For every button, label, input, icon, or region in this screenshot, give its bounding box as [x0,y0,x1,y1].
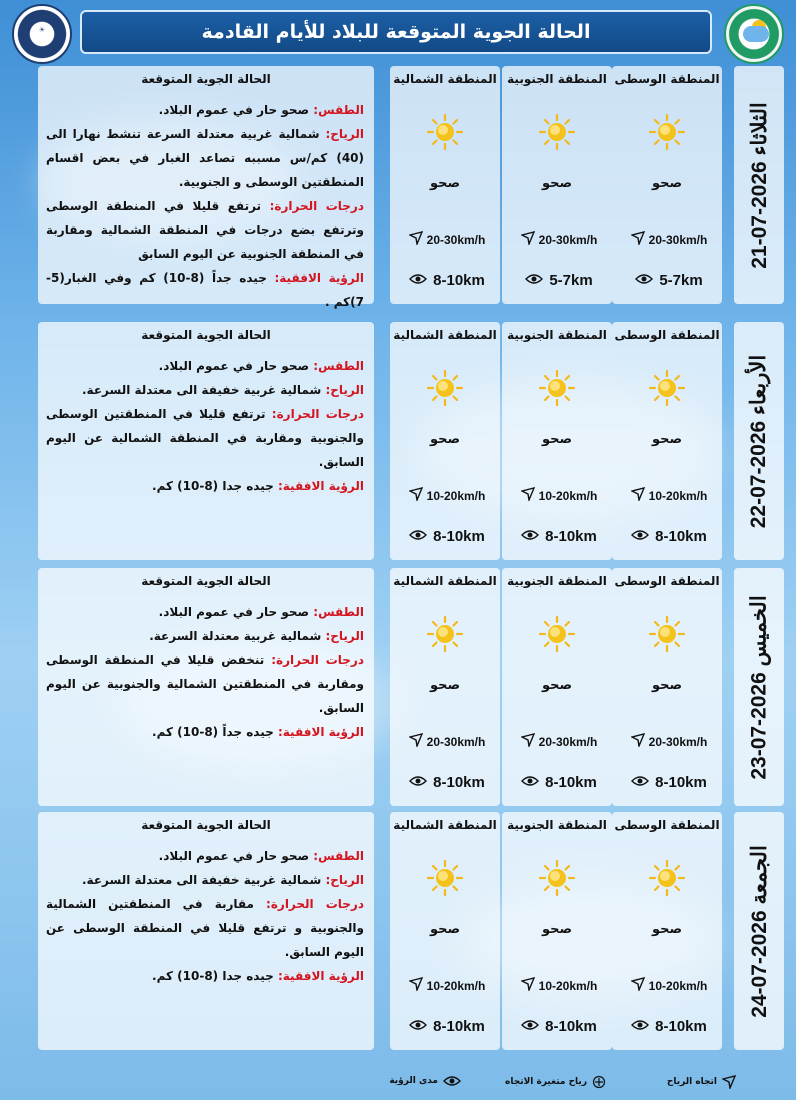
visibility-value: 8-10km [433,272,485,289]
visibility-value: 8-10km [433,1018,485,1035]
temps-value: مقاربة في المنطقتين الشمالية والجنوبية و ترتفع قليلا في المنطقة الوسطى عن اليوم السابق. [46,897,364,959]
wind-arrow-icon [722,1075,736,1089]
weather-label: الطقس: [313,359,364,373]
region-card-central [612,322,722,560]
condition-text: صحو [429,922,461,937]
page-title: الحالة الجوية المتوقعة للبلاد للأيام القادمة [80,10,712,54]
visibility-text-value: جيده جداً (8-10) كم. [152,725,274,739]
forecast-panel-title: الحالة الجوية المتوقعة [141,72,271,86]
visibility-line [46,474,364,498]
legend-visibility [389,1075,461,1087]
legend-wind-direction [667,1075,736,1089]
weather-logo [724,4,784,64]
sun-icon [649,860,685,896]
condition-text: صحو [429,176,461,191]
wind-speed [396,733,498,750]
region-name: المنطقة الجنوبية [507,72,607,86]
weather-value: صحو حار في عموم البلاد. [158,849,310,863]
sun-icon [427,114,463,150]
weather-value: صحو حار في عموم البلاد. [158,359,310,373]
region-card-north [390,322,500,560]
visibility-line [46,266,364,314]
visibility-range [618,272,720,289]
visibility-range [508,272,610,289]
condition-text: صحو [429,678,461,693]
day-forecast-block [12,812,784,1050]
visibility-text-value: جيده جدا (8-10) كم. [152,479,274,493]
visibility-range [396,272,498,289]
temps-label: درجات الحرارة: [271,407,365,421]
visibility-value: 8-10km [545,774,597,791]
forecast-panel-title: الحالة الجوية المتوقعة [141,818,271,832]
legend-wind-direction-label: اتجاه الرياح [666,1077,717,1087]
visibility-value: 8-10km [545,1018,597,1035]
visibility-value: 8-10km [433,774,485,791]
temps-line [46,892,364,964]
visibility-text-value: جيده جدا (8-10) كم. [152,969,274,983]
condition-text: صحو [651,678,683,693]
visibility-line [46,964,364,988]
winds-line [46,868,364,892]
visibility-range [618,528,720,545]
condition-text: صحو [651,432,683,447]
weather-line [46,844,364,868]
region-name: المنطقة الوسطى [614,328,720,342]
forecast-panel-title: الحالة الجوية المتوقعة [141,328,271,342]
forecast-text-panel [38,66,374,309]
eye-icon [525,272,543,289]
region-name: المنطقة الجنوبية [507,818,607,832]
sun-icon [649,616,685,652]
wind-arrow-icon [521,977,535,994]
region-card-central [612,812,722,1050]
region-card-central [612,66,722,304]
legend-visibility-label: مدى الرؤية [389,1076,438,1086]
temps-label: درجات الحرارة: [271,653,365,667]
eye-icon [443,1075,461,1087]
wind-speed-value: 20-30km/h [426,734,486,749]
wind-speed-value: 20-30km/h [648,232,708,247]
visibility-range [618,1018,720,1035]
sun-icon [427,616,463,652]
wind-arrow-icon [631,733,645,750]
sun-icon [427,860,463,896]
region-name: المنطقة الجنوبية [507,328,607,342]
sun-icon [539,860,575,896]
wind-arrow-icon [521,733,535,750]
visibility-line [46,720,364,744]
temps-line [46,648,364,720]
legend-variable-wind [505,1075,606,1089]
condition-text: صحو [429,432,461,447]
weather-line [46,600,364,624]
day-forecast-block [12,66,784,309]
condition-text: صحو [541,922,573,937]
winds-label: الرياح: [325,383,364,397]
wind-arrow-icon [521,231,535,248]
day-date-text: الخميس 2026-07-23 [747,594,771,780]
temps-label: درجات الحرارة: [269,199,365,213]
visibility-range [396,528,498,545]
region-name: المنطقة الجنوبية [507,574,607,588]
forecast-text-panel [38,322,374,560]
day-date-label [734,322,784,560]
temps-value: تنخفض قليلا في المنطقة الوسطى ومقاربة في المنطقتين الشمالية والجنوبية عن اليوم السابق. [46,653,364,715]
wind-speed-value: 20-30km/h [648,734,708,749]
visibility-text-value: جيده جداً (8-10) كم وفي الغبار(5-7)كم . [46,271,364,309]
day-forecast-block [12,322,784,560]
region-card-central [612,568,722,806]
eye-icon [521,1018,539,1035]
weather-label: الطقس: [313,849,364,863]
day-date-text: الثلاثاء 2026-07-21 [747,101,771,269]
legend-variable-wind-label: رياح متغيرة الاتجاه [505,1077,587,1087]
visibility-value: 5-7km [659,272,703,289]
wind-speed-value: 20-30km/h [538,232,598,247]
visibility-range [618,774,720,791]
legend [0,1071,796,1095]
day-date-label [734,66,784,304]
sun-icon [539,616,575,652]
sun-icon [539,114,575,150]
eye-icon [521,774,539,791]
region-card-north [390,568,500,806]
winds-value: شمالية غربية خفيفة الى معتدلة السرعة. [81,383,322,397]
forecast-text-panel [38,568,374,806]
region-card-south [502,66,612,304]
region-name: المنطقة الوسطى [614,818,720,832]
eye-icon [631,1018,649,1035]
region-card-south [502,812,612,1050]
condition-text: صحو [651,922,683,937]
weather-line [46,354,364,378]
visibility-value: 8-10km [655,528,707,545]
visibility-label: الرؤية الافقية: [274,271,364,285]
eye-icon [631,774,649,791]
wind-speed [618,733,720,750]
wind-speed-value: 10-20km/h [538,488,598,503]
wind-speed [508,977,610,994]
wind-speed [618,977,720,994]
visibility-label: الرؤية الافقية: [277,725,364,739]
visibility-range [396,774,498,791]
condition-text: صحو [541,176,573,191]
day-forecast-block [12,568,784,806]
day-date-label [734,568,784,806]
winds-label: الرياح: [325,127,364,141]
forecast-text-panel [38,812,374,1050]
visibility-value: 8-10km [433,528,485,545]
visibility-value: 8-10km [545,528,597,545]
weather-line [46,98,364,122]
region-name: المنطقة الوسطى [614,72,720,86]
wind-speed [618,231,720,248]
winds-line [46,624,364,648]
eye-icon [409,1018,427,1035]
region-name: المنطقة الشمالية [393,818,497,832]
region-name: المنطقة الشمالية [393,72,497,86]
sun-icon [649,114,685,150]
visibility-value: 5-7km [549,272,593,289]
sun-icon [539,370,575,406]
condition-text: صحو [651,176,683,191]
condition-text: صحو [541,432,573,447]
winds-label: الرياح: [325,873,364,887]
eye-icon [631,528,649,545]
winds-value: شمالية غربية معتدلة السرعة. [149,629,322,643]
visibility-label: الرؤية الافقية: [277,479,364,493]
temps-line [46,194,364,266]
wind-speed [396,977,498,994]
wind-speed-value: 10-20km/h [648,978,708,993]
region-name: المنطقة الوسطى [614,574,720,588]
wind-arrow-icon [409,977,423,994]
eye-icon [409,774,427,791]
wind-speed [508,231,610,248]
sun-icon [649,370,685,406]
region-card-north [390,66,500,304]
wind-speed-value: 10-20km/h [538,978,598,993]
wind-speed [618,487,720,504]
region-card-north [390,812,500,1050]
winds-line [46,378,364,402]
wind-arrow-icon [409,733,423,750]
wind-arrow-icon [631,487,645,504]
wind-speed [396,487,498,504]
wind-speed-value: 20-30km/h [538,734,598,749]
weather-value: صحو حار في عموم البلاد. [158,103,310,117]
region-name: المنطقة الشمالية [393,574,497,588]
visibility-label: الرؤية الافقية: [277,969,364,983]
visibility-range [508,528,610,545]
wind-speed [508,487,610,504]
wind-speed-value: 20-30km/h [426,232,486,247]
winds-value: شمالية غربية خفيفة الى معتدلة السرعة. [81,873,322,887]
weather-value: صحو حار في عموم البلاد. [158,605,310,619]
wind-speed [508,733,610,750]
visibility-range [508,774,610,791]
region-name: المنطقة الشمالية [393,328,497,342]
wind-speed-value: 10-20km/h [426,978,486,993]
wind-speed [396,231,498,248]
sun-icon [427,370,463,406]
temps-line [46,402,364,474]
weather-label: الطقس: [313,103,364,117]
day-date-label [734,812,784,1050]
variable-wind-icon [592,1075,606,1089]
weather-label: الطقس: [313,605,364,619]
wind-speed-value: 10-20km/h [426,488,486,503]
visibility-range [396,1018,498,1035]
forecast-panel-title: الحالة الجوية المتوقعة [141,574,271,588]
wind-arrow-icon [409,231,423,248]
temps-value: ترتفع قليلا في المنطقتين الوسطى والجنوبية ومقاربة في المنطقة الشمالية عن اليوم السابق. [46,407,364,469]
region-card-south [502,568,612,806]
visibility-value: 8-10km [655,774,707,791]
wind-arrow-icon [521,487,535,504]
day-date-text: الأربعاء 2026-07-22 [747,354,771,528]
condition-text: صحو [541,678,573,693]
region-card-south [502,322,612,560]
wind-arrow-icon [631,231,645,248]
eye-icon [521,528,539,545]
eye-icon [409,528,427,545]
eye-icon [635,272,653,289]
day-date-text: الجمعة 2026-07-24 [747,844,771,1018]
visibility-value: 8-10km [655,1018,707,1035]
temps-value: ترتفع قليلا في المنطقة الوسطى وترتفع بضع درجات في المنطقة الشمالية ومقاربة في المنطقة الجنوبية عن اليوم السابق [46,199,364,261]
temps-label: درجات الحرارة: [266,897,364,911]
winds-line [46,122,364,194]
wind-speed-value: 10-20km/h [648,488,708,503]
eye-icon [409,272,427,289]
winds-value: شمالية غربية معتدلة السرعة تنشط نهارا الى (40) كم/س مسببه تصاعد الغبار في بعض اقسام المنطقتين الوسطى و الجنوبية. [46,127,364,189]
winds-label: الرياح: [325,629,364,643]
wind-arrow-icon [631,977,645,994]
visibility-range [508,1018,610,1035]
wind-arrow-icon [409,487,423,504]
meteorology-seal-logo: ☀ [12,4,72,64]
